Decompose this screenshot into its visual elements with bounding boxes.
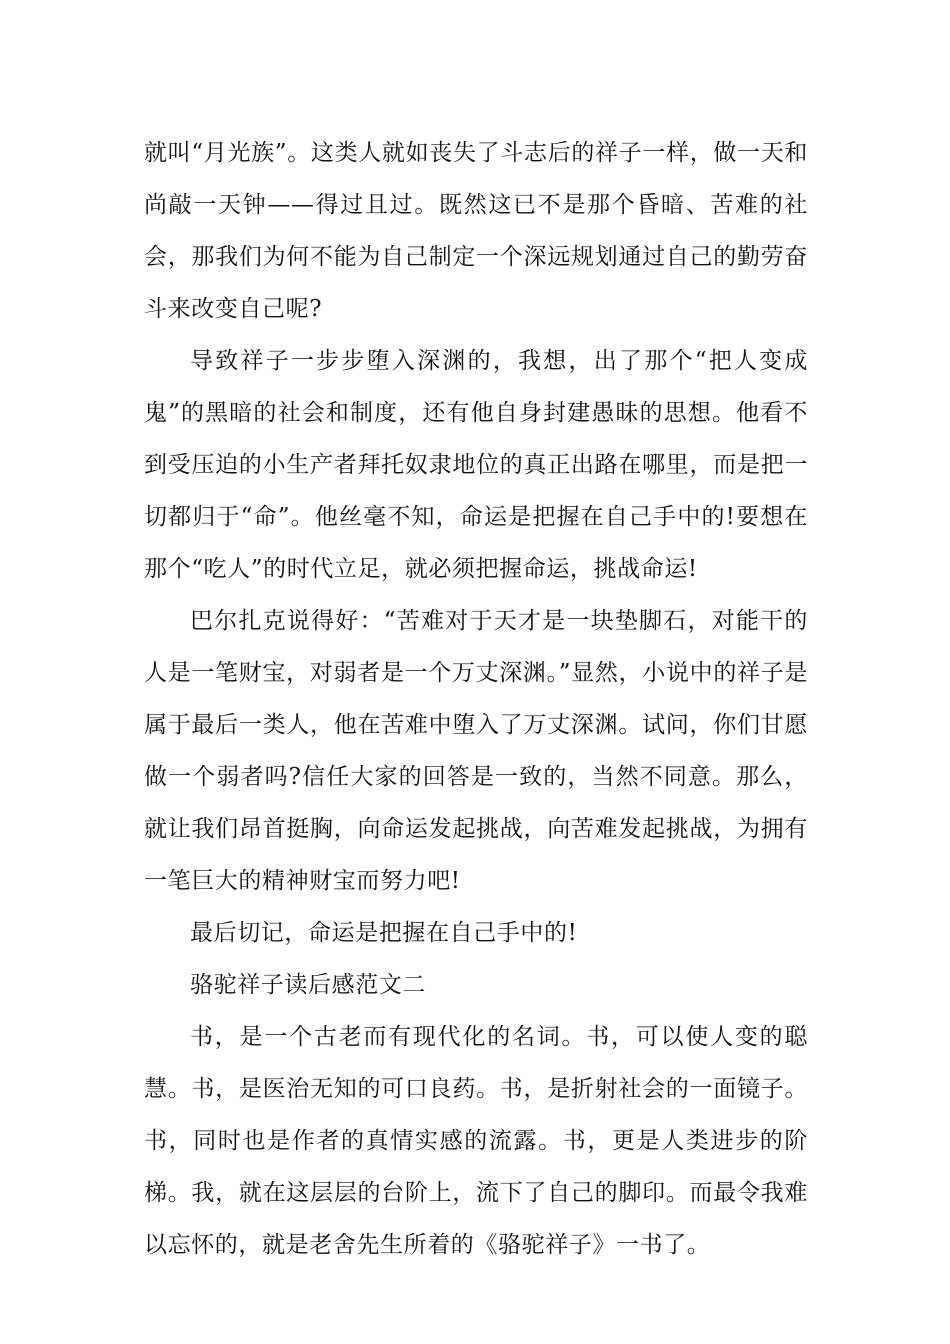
document-body — [144, 127, 808, 1271]
paragraph-1: 就叫“月光族”。这类人就如丧失了斗志后的祥子一样，做一天和尚敲一天钟——得过且过。既然这已不是那个昏暗、苦难的社会，那我们为何不能为自己制定一个深远规划通过自己的勤劳奋斗来改变自己呢? — [144, 140, 808, 322]
section-heading: 骆驼祥子读后感范文二 — [190, 972, 426, 998]
paragraph-2: 导致祥子一步步堕入深渊的，我想，出了那个“把人变成鬼”的黑暗的社会和制度，还有他自身封建愚昧的思想。他看不到受压迫的小生产者拜托奴隶地位的真正出路在哪里，而是把一切都归于“命”。他丝毫不知，命运是把握在自己手中的!要想在那个“吃人”的时代立足，就必须把握命运，挑战命运! — [144, 348, 808, 582]
paragraph-4: 最后切记，命运是把握在自己手中的! — [190, 920, 578, 946]
paragraph-3: 巴尔扎克说得好：“苦难对于天才是一块垫脚石，对能干的人是一笔财宝，对弱者是一个万丈深渊。”显然，小说中的祥子是属于最后一类人，他在苦难中堕入了万丈深渊。试问，你们甘愿做一个弱者吗?信任大家的回答是一致的，当然不同意。那么，就让我们昂首挺胸，向命运发起挑战，向苦难发起挑战，为拥有一笔巨大的精神财宝而努力吧! — [144, 608, 808, 894]
paragraph-5: 书，是一个古老而有现代化的名词。书，可以使人变的聪慧。书，是医治无知的可口良药。书，是折射社会的一面镜子。书，同时也是作者的真情实感的流露。书，更是人类进步的阶梯。我，就在这层层的台阶上，流下了自己的脚印。而最令我难以忘怀的，就是老舍先生所着的《骆驼祥子》一书了。 — [144, 1024, 808, 1258]
